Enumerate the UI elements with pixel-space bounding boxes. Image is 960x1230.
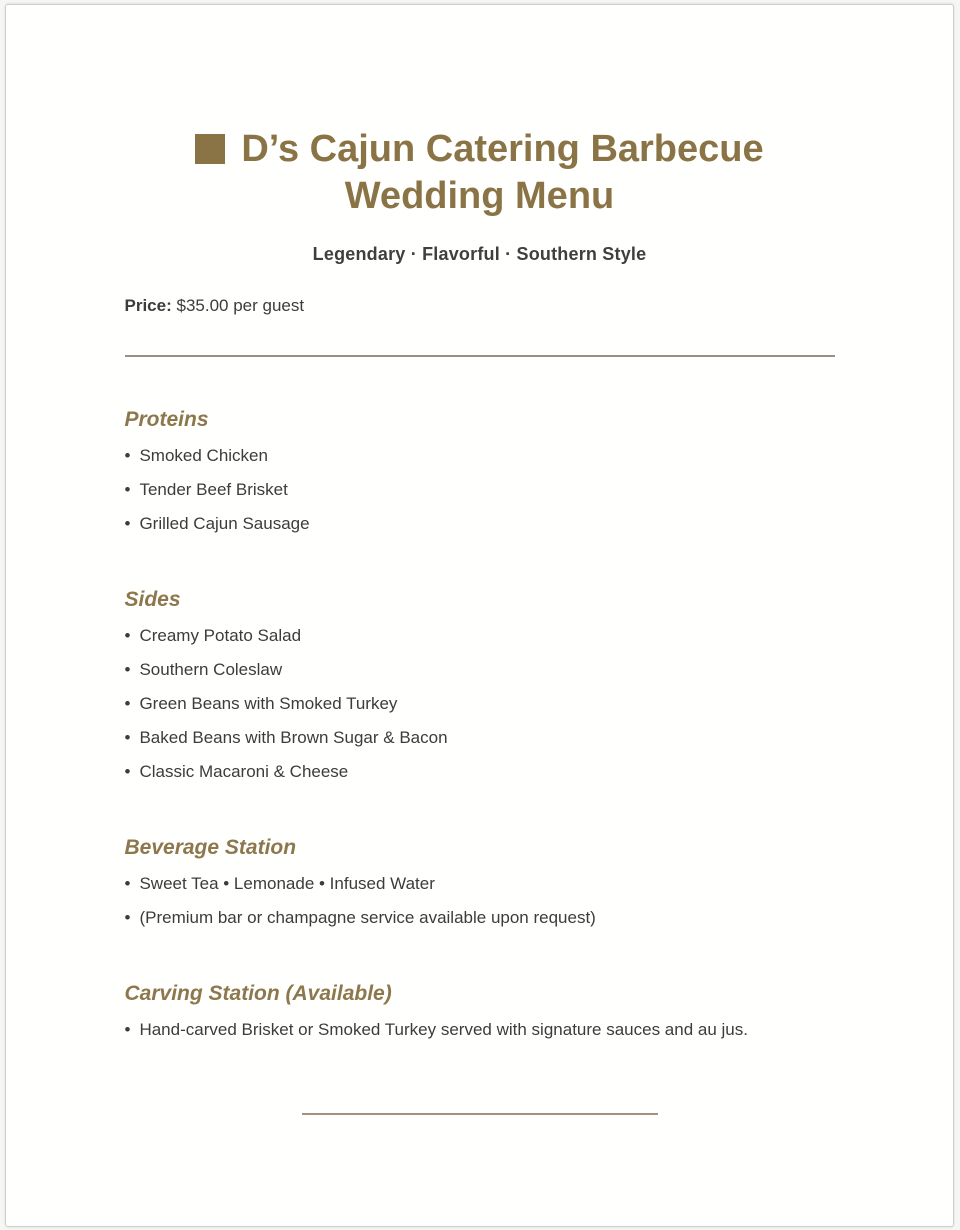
title-line1: D’s Cajun Catering Barbecue — [241, 128, 764, 170]
section-sides — [125, 587, 835, 789]
bullet-icon: • — [124, 874, 131, 893]
section-proteins — [125, 407, 835, 541]
menu-list — [125, 439, 835, 541]
list-item — [125, 653, 835, 687]
title-line2: Wedding Menu — [344, 175, 615, 217]
list-item — [125, 867, 835, 901]
bullet-icon: • — [124, 446, 131, 465]
square-icon — [195, 134, 225, 164]
price-label: Price: — [124, 296, 172, 315]
menu-sections — [125, 407, 835, 1047]
section-carving-station — [125, 981, 835, 1047]
bottom-divider — [302, 1113, 658, 1115]
list-item — [125, 619, 835, 653]
item-text: Creamy Potato Salad — [139, 626, 302, 645]
list-item — [125, 901, 835, 935]
section-heading: Carving Station (Available) — [124, 982, 392, 1005]
item-text: Southern Coleslaw — [139, 660, 283, 679]
section-heading: Sides — [124, 588, 181, 611]
item-text: Green Beans with Smoked Turkey — [139, 694, 398, 713]
item-text: Sweet Tea • Lemonade • Infused Water — [139, 874, 435, 893]
bullet-icon: • — [124, 514, 131, 533]
price-value: $35.00 per guest — [176, 296, 305, 315]
item-text: Classic Macaroni & Cheese — [139, 762, 349, 781]
bullet-icon: • — [124, 660, 131, 679]
page-subtitle: Legendary · Flavorful · Southern Style — [312, 244, 647, 264]
section-heading: Beverage Station — [124, 836, 297, 859]
section-heading: Proteins — [124, 408, 209, 431]
item-text: Grilled Cajun Sausage — [139, 514, 310, 533]
menu-list — [125, 867, 835, 935]
price-line — [125, 295, 835, 317]
page-title — [125, 126, 835, 220]
list-item — [125, 1013, 835, 1047]
menu-page — [5, 4, 954, 1227]
bullet-icon: • — [124, 694, 131, 713]
list-item — [125, 439, 835, 473]
item-text: Baked Beans with Brown Sugar & Bacon — [139, 728, 448, 747]
bullet-icon: • — [124, 762, 131, 781]
bullet-icon: • — [124, 626, 131, 645]
menu-list — [125, 1013, 835, 1047]
bullet-icon: • — [124, 908, 131, 927]
list-item — [125, 755, 835, 789]
item-text: Smoked Chicken — [139, 446, 268, 465]
section-beverage-station — [125, 835, 835, 935]
list-item — [125, 721, 835, 755]
page-content — [125, 5, 835, 1115]
item-text: Hand-carved Brisket or Smoked Turkey served with signature sauces and au jus. — [139, 1020, 748, 1039]
item-text: (Premium bar or champagne service available upon request) — [139, 908, 596, 927]
bullet-icon: • — [124, 728, 131, 747]
bullet-icon: • — [124, 1020, 131, 1039]
list-item — [125, 507, 835, 541]
top-divider — [125, 355, 835, 357]
item-text: Tender Beef Brisket — [139, 480, 288, 499]
list-item — [125, 473, 835, 507]
menu-list — [125, 619, 835, 789]
list-item — [125, 687, 835, 721]
bullet-icon: • — [124, 480, 131, 499]
